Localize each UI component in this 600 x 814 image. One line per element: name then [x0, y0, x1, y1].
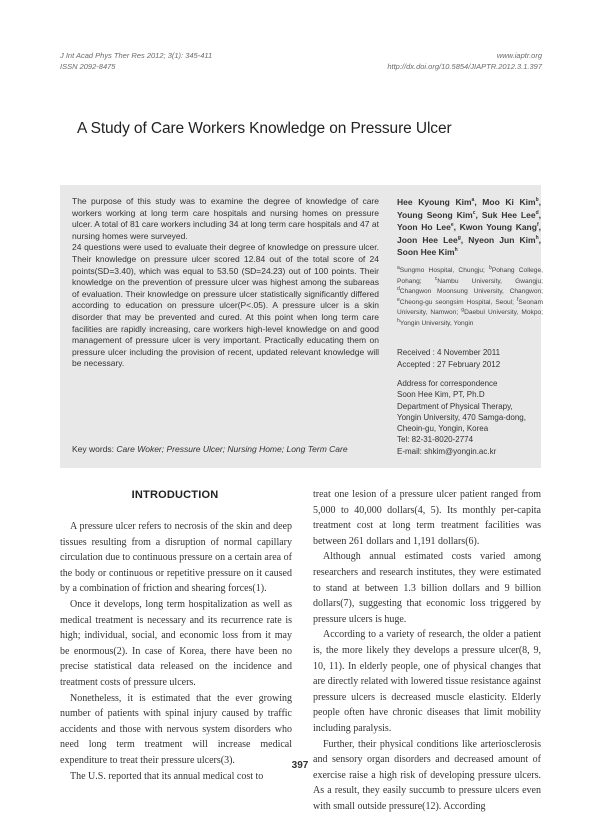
correspondence-line: Yongin University, 470 Samga-dong, [397, 412, 543, 423]
affiliation-mark: c [435, 275, 438, 281]
article-doi[interactable]: http://dx.doi.org/10.5854/JIAPTR.2012.3.1.397 [387, 61, 542, 72]
journal-issn: ISSN 2092-8475 [60, 61, 212, 72]
affiliation-mark: h [397, 318, 400, 324]
body-paragraph: treat one lesion of a pressure ulcer patient ranged from 5,000 to 40,000 dollars(4, 5). Its monthly per-capita treatment cost at long term treatment facilities was between 261 dollars and 1,191 dollars(6). [313, 487, 541, 549]
author-name: Joon Hee Lee$^g$ [397, 235, 461, 245]
affiliation-mark: e [397, 297, 400, 303]
author-name: Hee Kyoung Kim$^a$ [397, 197, 474, 207]
body-paragraph: Further, their physical conditions like arteriosclerosis and sensory organ disorders and decreased amount of exercise raise a high risk of developing pressure ulcers. As a result, they easily succumb to pressure ulcers even with small outside pressure(12). According [313, 737, 541, 814]
correspondence-line: Department of Physical Therapy, [397, 401, 543, 412]
author-affiliation-mark: g [458, 235, 461, 241]
author-name: Moo Ki Kim$^b$ [482, 197, 538, 207]
body-paragraph: A pressure ulcer refers to necrosis of the skin and deep tissues resulting from a disruption of normal capillary circulation due to continuous pressure on a certain area of the body or continuous or repetitive pressure on it caused by a combination of friction and shearing forces(1). [60, 519, 292, 597]
author-name: Yoon Ho Lee$^e$ [397, 222, 454, 232]
author-list: Hee Kyoung Kim$^a$, Moo Ki Kim$^b$, Young Seong Kim$^c$, Suk Hee Lee$^d$, Yoon Ho Lee$^e$, Kwon Young Kang$^f$, Joon Hee Lee$^g$, Nyeon Jun Kim$^h$, Soon Hee Kim$^h$ [397, 196, 541, 259]
affiliation: $^g$Daebul University, Mokpo; [461, 309, 543, 316]
author-affiliation-mark: f [537, 222, 539, 228]
affiliation: $^a$Sungmo Hospital, Chungju; [397, 267, 485, 274]
body-paragraph: Once it develops, long term hospitalization as well as medical treatment is necessary and its recurrence rate is high; individual, social, and economic loss from it may be enormous(2). In case of Korea, there have been no precise statistical data released on the incidence and treatment costs of pressure ulcers. [60, 597, 292, 691]
affiliation: $^e$Cheong-gu seongsim Hospital, Seoul; [397, 299, 514, 306]
author-affiliation-mark: c [473, 210, 476, 216]
affiliation-mark: b [489, 265, 492, 271]
journal-header [60, 50, 212, 72]
affiliation: $^f$Seonam University, Namwon; [397, 299, 543, 317]
journal-citation: J Int Acad Phys Ther Res 2012; 3(1): 345-411 [60, 50, 212, 61]
abstract [72, 196, 379, 370]
body-column-left [60, 519, 292, 784]
affiliation-mark: f [517, 297, 518, 303]
affiliation-mark: d [397, 286, 400, 292]
author-affiliation-mark: a [472, 197, 475, 203]
journal-links [387, 50, 542, 72]
author-affiliation-mark: e [451, 222, 454, 228]
abstract-paragraph: The purpose of this study was to examine the degree of knowledge of care workers working at long term care hospitals and nursing homes on pressure ulcer. A total of 81 care workers including 34 at long term care hospitals and 47 at nursing homes were surveyed. [72, 196, 379, 242]
correspondence-email[interactable]: E-mail: shkim@yongin.ac.kr [397, 446, 543, 457]
correspondence-line: Soon Hee Kim, PT, Ph.D [397, 389, 543, 400]
author-affiliation-mark: b [536, 197, 539, 203]
body-paragraph: The U.S. reported that its annual medical cost to [60, 769, 292, 785]
page-number: 397 [0, 760, 600, 771]
correspondence [397, 378, 543, 457]
correspondence-line: Cheoin-gu, Yongin, Korea [397, 423, 543, 434]
accepted-date: Accepted : 27 February 2012 [397, 359, 543, 371]
keywords-label: Key words: [72, 444, 114, 454]
body-paragraph: Nonetheless, it is estimated that the ever growing number of patients with spinal injury caused by traffic accidents and those with nervous system disorders who need long term treatment will increase medical expenditure to treat their pressure ulcers(3). [60, 691, 292, 769]
received-date: Received : 4 November 2011 [397, 347, 543, 359]
correspondence-line: Tel: 82-31-8020-2774 [397, 434, 543, 445]
author-affiliation-mark: h [536, 235, 539, 241]
author-name: Soon Hee Kim$^h$ [397, 247, 458, 257]
abstract-paragraph: 24 questions were used to evaluate their degree of knowledge on pressure ulcer. Their knowledge on pressure ulcer scored 12.84 out of the total score of 24 points(SD=3.40), which was equal to 53.50 (SD=24.23) out of 100 points. Their knowledge on the prevention of pressure ulcer was highest among the subareas of evaluation. Their knowledge on pressure ulcer statistically significantly differed according to education on pressure ulcer(P<.05). A pressure ulcer is a skin disorder that may be prevented and cured. At this point when long term care facilities are rapidly increasing, care workers high-level knowledge on and good management of pressure ulcer is very important. Practically educating them on pressure ulcer including the provision of recent, updated relevant knowledge will be necessary. [72, 242, 379, 370]
affiliation: $^d$Changwon Moonsung University, Changwon; [397, 288, 543, 295]
journal-website[interactable]: www.iaptr.org [387, 50, 542, 61]
keywords-text: Care Woker; Pressure Ulcer; Nursing Home; Long Term Care [116, 444, 347, 454]
author-name: Suk Hee Lee$^d$ [482, 210, 539, 220]
keywords [72, 444, 379, 454]
correspondence-label: Address for correspondence [397, 378, 543, 389]
body-paragraph: Although annual estimated costs varied among researchers and research institutes, they were estimated to stand at between 1.3 billion dollars and 9 billion dollars(7), suggesting that economic loss triggered by pressure ulcers is huge. [313, 549, 541, 627]
author-affiliation-mark: d [536, 210, 539, 216]
author-name: Nyeon Jun Kim$^h$ [468, 235, 538, 245]
article-dates [397, 347, 543, 371]
author-name: Kwon Young Kang$^f$ [460, 222, 539, 232]
article-title: A Study of Care Workers Knowledge on Pressure Ulcer [60, 120, 557, 138]
author-affiliation-mark: h [455, 247, 458, 253]
section-heading: INTRODUCTION [60, 489, 290, 501]
body-paragraph: According to a variety of research, the older a patient is, the more likely they develops a pressure ulcer(8, 9, 10, 11). In elderly people, one of physical changes that are directly related with lowered tissue resistance against pressure ulcers is decreased muscle elasticity. Elderly people often have chronic diseases that limit mobility including paralysis. [313, 627, 541, 736]
affiliation: $^b$Pohang College, Pohang; [397, 267, 543, 285]
affiliation-list [397, 266, 543, 330]
author-name: Young Seong Kim$^c$ [397, 210, 476, 220]
affiliation: $^c$Nambu University, Gwangju; [435, 278, 543, 285]
affiliation-mark: a [397, 265, 400, 271]
affiliation-mark: g [461, 307, 464, 313]
affiliation: $^h$Yongin University, Yongin [397, 320, 473, 327]
